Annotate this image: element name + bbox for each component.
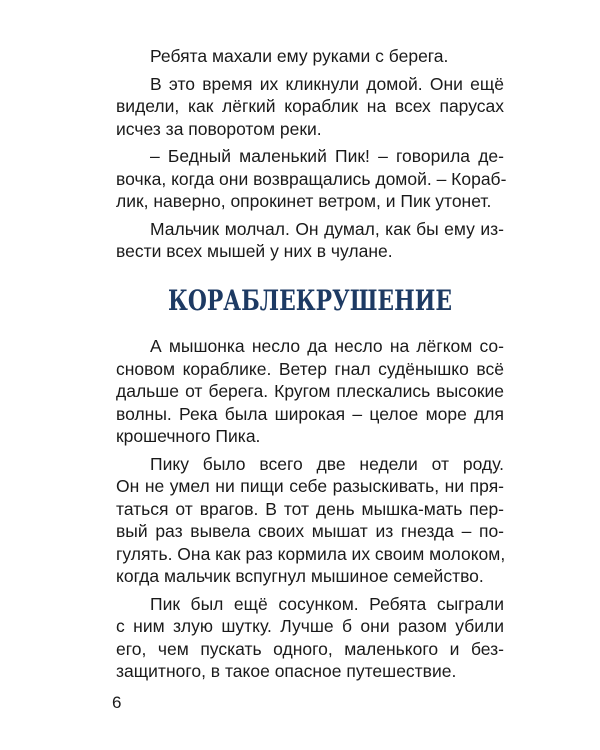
text-block-top xyxy=(116,45,507,268)
text-line: видели, как лёгкий кораблик на всех парусах xyxy=(116,96,504,116)
text-line: А мышонка несло да несло на лёгком со- xyxy=(150,336,504,356)
text-line: волны. Река была широкая – целое море для xyxy=(116,403,504,424)
text-line: когда мальчик вспугнул мышиное семейство. xyxy=(116,566,484,586)
paragraph xyxy=(116,218,504,263)
text-line: В это время их кликнули домой. Они ещё xyxy=(150,73,504,94)
text-line: Ребята махали ему руками с берега. xyxy=(150,46,449,66)
text-line: вочка, когда они возвращались домой. – Кораб- xyxy=(116,168,507,189)
text-line: его, чем пускать одного, маленького и без- xyxy=(116,638,504,659)
text-line: таться от врагов. В тот день мышка-мать пер- xyxy=(116,498,504,519)
text-line: вести всех мышей у них в чулане. xyxy=(116,241,393,261)
paragraph xyxy=(116,453,504,588)
text-line: лик, наверно, опрокинет ветром, и Пик утонет. xyxy=(116,191,492,211)
chapter-heading: КОРАБЛЕКРУШЕНИЕ xyxy=(167,284,452,317)
text-line: крошечного Пика. xyxy=(116,426,261,446)
page-number: 6 xyxy=(112,693,122,712)
text-line: – Бедный маленький Пик! – говорила де- xyxy=(150,146,504,166)
text-line: вый раз вывела своих мышат из гнезда – по- xyxy=(116,521,504,541)
paragraph xyxy=(116,45,504,68)
paragraph xyxy=(116,73,504,141)
paragraph xyxy=(116,593,504,683)
text-line: Пик был ещё сосунком. Ребята сыграли xyxy=(150,593,504,614)
text-line: гулять. Она как раз кормила их своим молоком, xyxy=(116,543,506,564)
text-line: Пику было всего две недели от роду. xyxy=(150,453,504,474)
text-line: Он не умел ни пищи себе разыскивать, ни пря- xyxy=(116,476,504,496)
text-line: исчез за поворотом реки. xyxy=(116,118,322,139)
text-line: с ним злую шутку. Лучше б они разом убили xyxy=(116,616,504,636)
paragraph xyxy=(116,145,507,213)
text-line: дальше от берега. Кругом плескались высокие xyxy=(116,381,504,401)
text-line: Мальчик молчал. Он думал, как бы ему из- xyxy=(150,218,504,239)
text-block-bottom xyxy=(116,335,504,688)
paragraph xyxy=(116,335,504,448)
text-line: защитного, в такое опасное путешествие. xyxy=(116,661,457,681)
text-line: сновом кораблике. Ветер гнал судёнышко всё xyxy=(116,358,504,379)
